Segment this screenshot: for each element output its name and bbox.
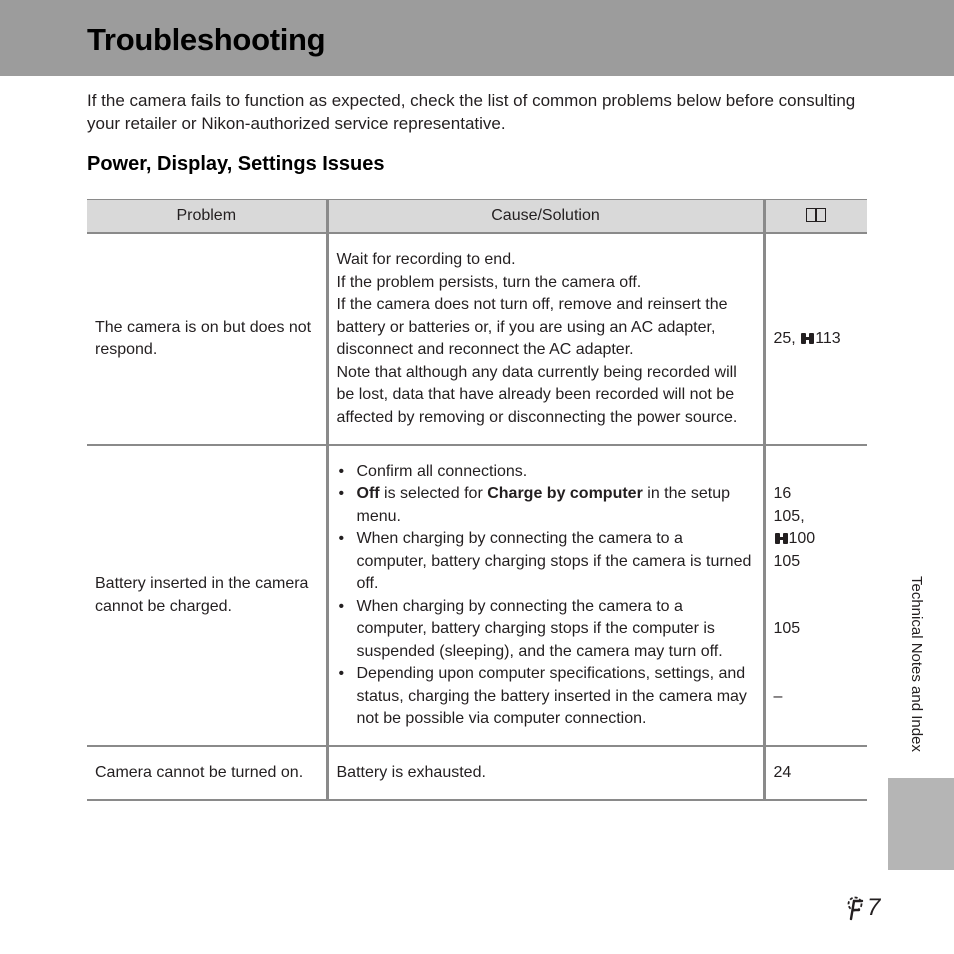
ref-page: 113 — [815, 329, 841, 347]
reference-cell: 24 — [764, 746, 867, 800]
side-tab-label: Technical Notes and Index — [908, 576, 925, 752]
table-row — [87, 746, 867, 800]
ref-page: – — [773, 687, 783, 705]
page-title: Troubleshooting — [87, 22, 326, 57]
intro-paragraph: If the camera fails to function as expected, check the list of common problems below before consulting your retailer or Nikon-authorized service representative. — [87, 91, 856, 133]
table-row — [87, 445, 867, 746]
menu-option: Charge by computer — [487, 485, 643, 502]
cause-line: If the camera does not turn off, remove and reinsert the battery or batteries or, if you are using an AC adapter, disconnect and reconnect the AC adapter. — [336, 296, 728, 358]
ref-page-line — [774, 528, 861, 551]
problem-cell: Camera cannot be turned on. — [87, 746, 327, 800]
list-item — [337, 483, 756, 528]
troubleshooting-table — [87, 199, 867, 801]
reference-cell — [764, 233, 867, 445]
problem-cell: Battery inserted in the camera cannot be charged. — [87, 445, 327, 746]
setting-value: Off — [356, 485, 380, 502]
ref-page: 16 — [773, 485, 792, 502]
spacer — [774, 641, 861, 686]
problem-cell: The camera is on but does not respond. — [87, 233, 327, 445]
cause-cell: Battery is exhausted. — [327, 746, 764, 800]
text: is selected for — [379, 485, 488, 502]
list-item: • When charging by connecting the camera to a computer, battery charging stops if the camera is turned off. — [337, 528, 756, 596]
ref-page: 100 — [788, 530, 816, 547]
ref-page: 105 — [773, 620, 801, 637]
reference-section-icon — [801, 333, 814, 344]
cause-bullet-list — [337, 461, 756, 731]
cause-cell — [327, 445, 764, 746]
cause-line: If the problem persists, turn the camera off. — [336, 273, 642, 291]
cause-cell — [327, 233, 764, 445]
header-reference — [764, 200, 867, 234]
list-item: • Confirm all connections. — [337, 461, 756, 484]
header-problem: Problem — [87, 200, 327, 234]
ref-page: 25, — [773, 329, 801, 347]
spacer — [774, 573, 861, 618]
table-header-row — [87, 200, 867, 234]
table-row — [87, 233, 867, 445]
page-number — [842, 894, 880, 922]
header-cause-solution: Cause/Solution — [327, 200, 764, 234]
list-item: • When charging by connecting the camera to a computer, battery charging stops if the computer is suspended (sleeping), and the camera may turn off. — [337, 596, 756, 664]
book-icon — [806, 208, 826, 222]
cause-line: Wait for recording to end. — [336, 251, 516, 268]
list-item: • Depending upon computer specifications, settings, and status, charging the battery inserted in the camera may not be possible via computer connection. — [337, 663, 756, 731]
ref-page: 105 — [773, 552, 801, 570]
text: in the setup menu. — [356, 485, 730, 525]
reference-cell — [764, 445, 867, 746]
page-number-value: 7 — [867, 894, 881, 921]
reference-section-icon — [775, 533, 788, 544]
technical-notes-f-icon — [842, 895, 866, 921]
ref-page: 105, — [773, 507, 805, 525]
cause-line: Note that although any data currently being recorded will be lost, data that have already been recorded will not be affected by removing or disconnecting the power source. — [336, 363, 738, 426]
section-title: Power, Display, Settings Issues — [87, 153, 385, 175]
side-tab — [888, 778, 954, 870]
